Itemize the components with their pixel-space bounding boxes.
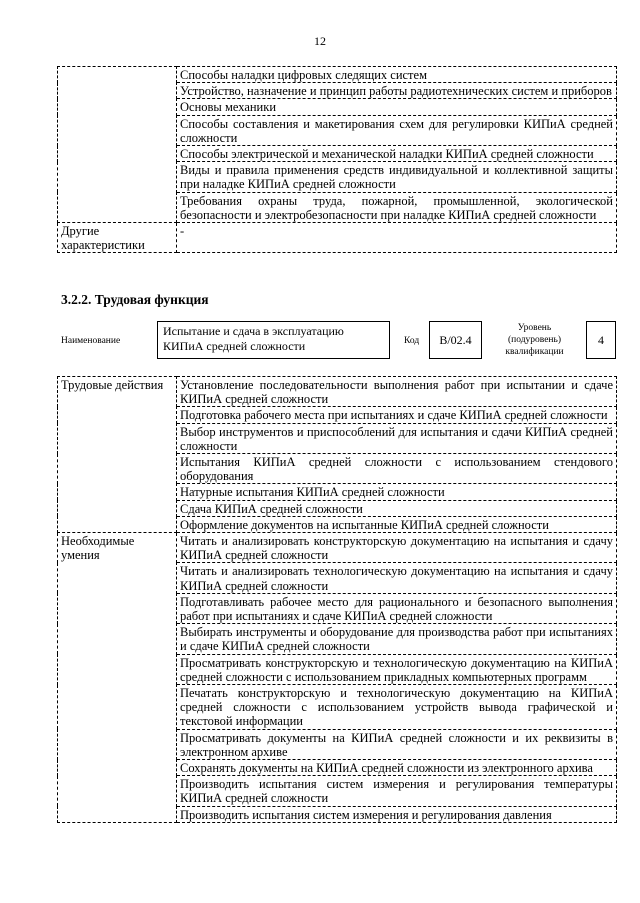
name-label: Наименование [61, 336, 121, 346]
list-item: Испытания КИПиА средней сложности с использованием стендового оборудования [177, 454, 617, 484]
row-label: Другие характеристики [58, 223, 177, 253]
section-heading: 3.2.2. Трудовая функция [61, 292, 209, 307]
list-item: Читать и анализировать технологическую документацию на испытания и сдачу КИПиА средней сложности [177, 563, 617, 593]
list-item: Натурные испытания КИПиА средней сложности [177, 484, 617, 500]
list-item: Оформление документов на испытанные КИПиА средней сложности [177, 516, 617, 532]
list-item: Сдача КИПиА средней сложности [177, 500, 617, 516]
list-item: Просматривать конструкторскую и технологическую документацию на КИПиА средней сложности с использованием прикладных компьютерных программ [177, 654, 617, 684]
level-box: 4 [586, 321, 616, 359]
row-text: Устройство, назначение и принцип работы радиотехнических систем и приборов [177, 83, 617, 99]
list-item: Производить испытания систем измерения и регулирования давления [177, 806, 617, 822]
code-box: В/02.4 [429, 321, 482, 359]
code-label: Код [404, 336, 420, 346]
row-text: Способы составления и макетирования схем для регулировки КИПиА средней сложности [177, 115, 617, 145]
function-name-box: Испытание и сдача в эксплуатацию КИПиА средней сложности [157, 321, 390, 359]
group-label: Необходимые умения [58, 533, 177, 823]
row-text: Требования охраны труда, пожарной, промышленной, экологической безопасности и электробезопасности при наладке КИПиА средней сложности [177, 192, 617, 222]
list-item: Производить испытания систем измерения и регулирования температуры КИПиА средней сложности [177, 776, 617, 806]
list-item: Подготовка рабочего места при испытаниях и сдаче КИПиА средней сложности [177, 407, 617, 423]
list-item: Сохранять документы на КИПиА средней сложности из электронного архива [177, 760, 617, 776]
row-text: Способы наладки цифровых следящих систем [177, 67, 617, 83]
list-item: Установление последовательности выполнения работ при испытании и сдаче КИПиА средней сложности [177, 377, 617, 407]
row-text: Виды и правила применения средств индивидуальной и коллективной защиты при наладке КИПиА средней сложности [177, 162, 617, 192]
row-text: Способы электрической и механической наладки КИПиА средней сложности [177, 146, 617, 162]
list-item: Выбирать инструменты и оборудование для производства работ при испытаниях и сдаче КИПиА средней сложности [177, 624, 617, 654]
table-row [58, 533, 617, 563]
list-item: Подготавливать рабочее место для рационального и безопасного выполнения работ при испытаниях и сдаче КИПиА средней сложности [177, 593, 617, 623]
knowledge-table [57, 66, 617, 253]
list-item: Просматривать документы на КИПиА средней сложности и их реквизиты в электронном архиве [177, 729, 617, 759]
row-text: - [177, 223, 617, 253]
table-row [58, 377, 617, 407]
list-item: Выбор инструментов и приспособлений для испытания и сдачи КИПиА средней сложности [177, 423, 617, 453]
level-label: Уровень (подуровень) квалификации [505, 323, 564, 357]
group-label: Трудовые действия [58, 377, 177, 533]
table-row [58, 67, 617, 83]
row-text: Основы механики [177, 99, 617, 115]
list-item: Читать и анализировать конструкторскую документацию на испытания и сдачу КИПиА средней сложности [177, 533, 617, 563]
table-row [58, 223, 617, 253]
row-label [58, 67, 177, 223]
function-table [57, 376, 617, 823]
list-item: Печатать конструкторскую и технологическую документацию на КИПиА средней сложности с использованием устройств вывода графической и текстовой информации [177, 685, 617, 730]
page-number: 12 [314, 34, 326, 48]
